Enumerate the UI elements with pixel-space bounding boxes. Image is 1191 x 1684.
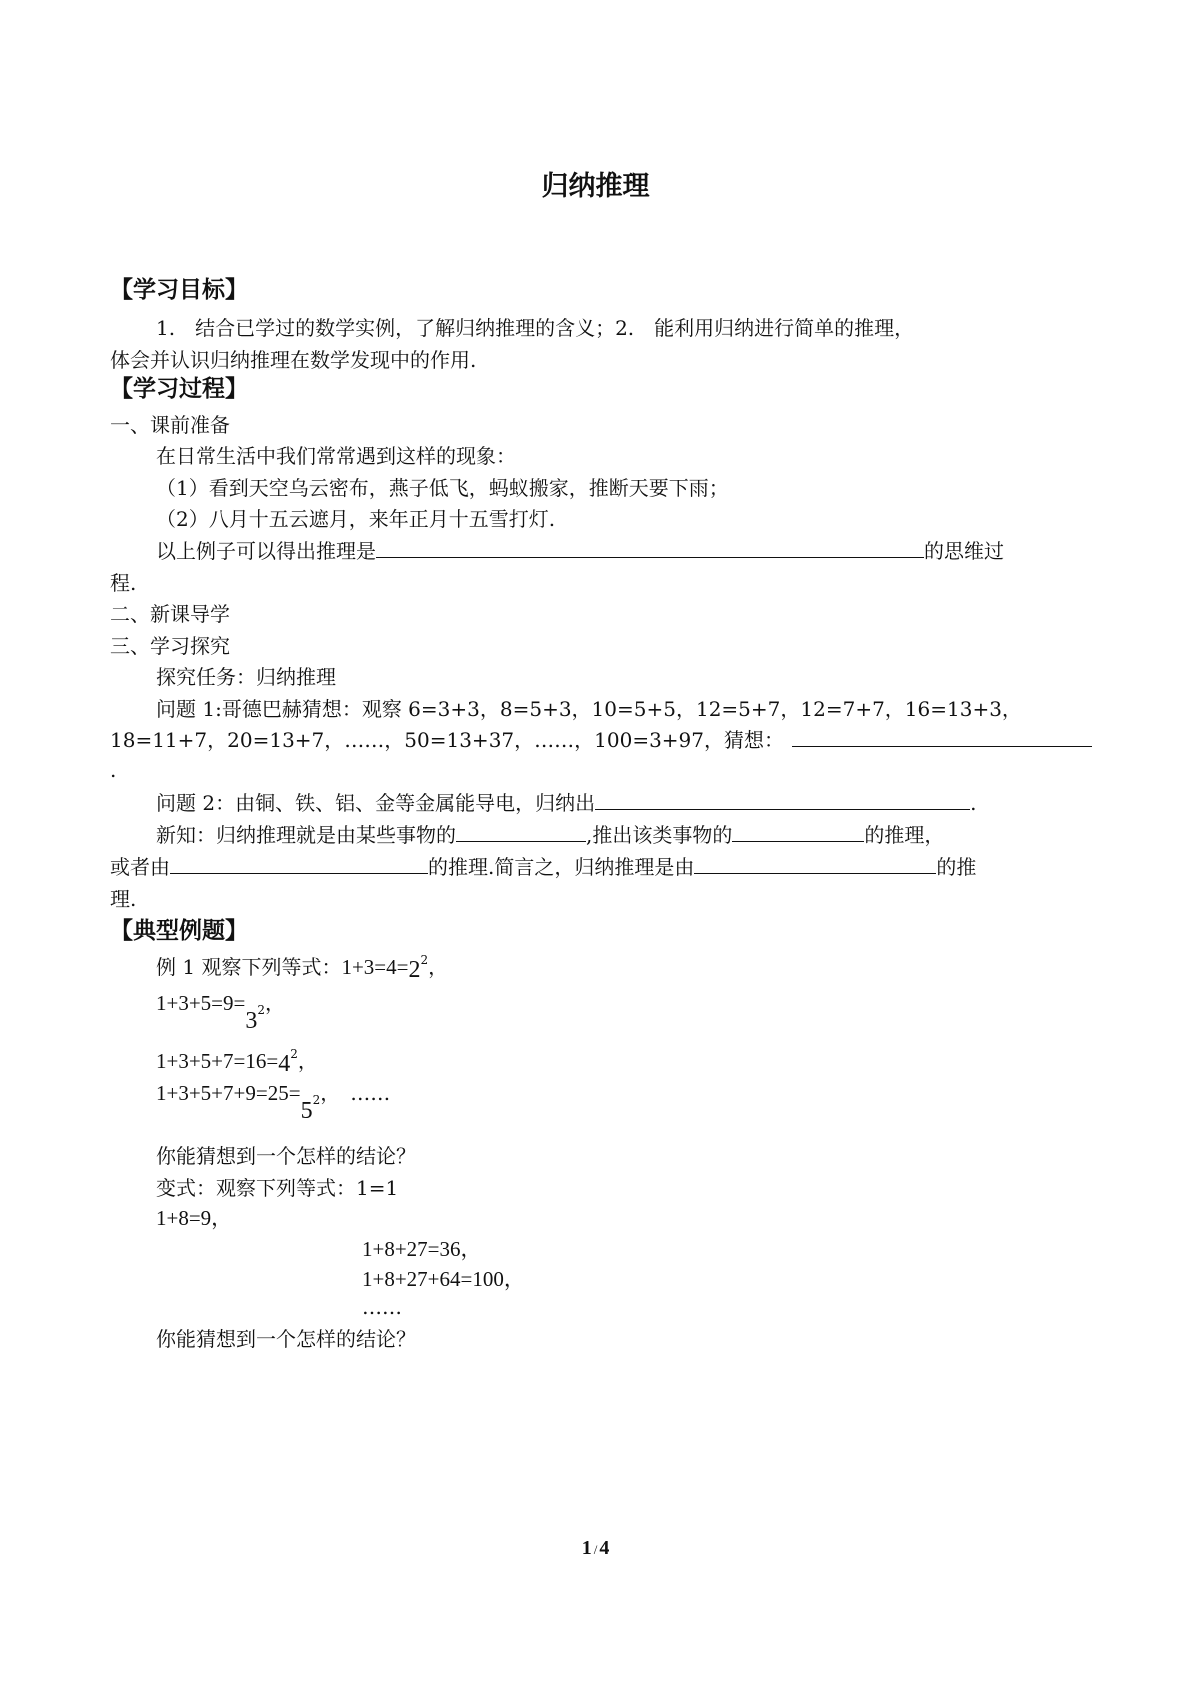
part2-heading: 二、新课导学 bbox=[110, 602, 230, 626]
variant-question: 你能猜想到一个怎样的结论？ bbox=[156, 1327, 416, 1351]
punctuation: ， bbox=[265, 991, 286, 1015]
power-base: 2 bbox=[408, 957, 421, 983]
objectives-line-2: 体会并认识归纳推理在数学发现中的作用. bbox=[110, 348, 477, 372]
power-base: 3 bbox=[245, 1008, 258, 1034]
answer-blank-individual-facts[interactable] bbox=[170, 855, 428, 874]
question-1-end: . bbox=[110, 758, 117, 782]
equation-text: 1+3+5+7=16= bbox=[156, 1049, 279, 1073]
nk-text-2: ,推出该类事物的 bbox=[586, 823, 733, 847]
fill-prefix: 以上例子可以得出推理是 bbox=[156, 539, 376, 563]
part3-task: 探究任务：归纳推理 bbox=[156, 665, 336, 689]
example-1-line-2 bbox=[156, 990, 286, 1034]
nk-text-5: 的推理.简言之，归纳推理是由 bbox=[428, 855, 695, 879]
question-1-line-2 bbox=[110, 727, 1092, 753]
equation-text: 1+3=4= bbox=[341, 955, 409, 979]
new-knowledge-line-2 bbox=[110, 854, 976, 880]
answer-blank-goldbach-conjecture[interactable] bbox=[792, 728, 1092, 747]
section-heading-process: 【学习过程】 bbox=[110, 376, 248, 402]
question-2-end: . bbox=[970, 791, 977, 815]
equation-text: 1+3+5+7+9=25= bbox=[156, 1081, 301, 1105]
part1-item-2: （2）八月十五云遮月，来年正月十五雪打灯. bbox=[156, 507, 556, 531]
nk-text-3: 的推理， bbox=[864, 823, 945, 847]
example-1-line-1 bbox=[156, 954, 448, 983]
power-exponent: 2 bbox=[257, 1003, 266, 1017]
equation-text: 1+3+5=9= bbox=[156, 991, 246, 1015]
question-2-text: 问题 2：由铜、铁、铝、金等金属能导电，归纳出 bbox=[156, 791, 596, 815]
variant-ellipsis: …… bbox=[362, 1295, 402, 1319]
example-1-label: 例 1 观察下列等式： bbox=[156, 955, 342, 979]
part1-intro: 在日常生活中我们常常遇到这样的现象： bbox=[156, 444, 516, 468]
part3-heading: 三、学习探究 bbox=[110, 634, 230, 658]
power-exponent: 2 bbox=[420, 953, 429, 967]
example-1-line-3 bbox=[156, 1048, 318, 1077]
objectives-line-1: 1. 结合已学过的数学实例，了解归纳推理的含义；2. 能利用归纳进行简单的推理， bbox=[156, 316, 915, 340]
question-1-line-1: 问题 1:哥德巴赫猜想：观察 6=3+3，8=5+3，10=5+5，12=5+7，12=7+7，16=13+3， bbox=[156, 697, 1022, 721]
punctuation: ， bbox=[297, 1049, 318, 1073]
answer-blank-summary[interactable] bbox=[694, 855, 936, 874]
new-knowledge-line-1 bbox=[156, 822, 944, 848]
page-title: 归纳推理 bbox=[541, 171, 650, 202]
part1-heading: 一、课前准备 bbox=[110, 413, 230, 437]
power-base: 4 bbox=[278, 1051, 291, 1077]
example-1-question: 你能猜想到一个怎样的结论？ bbox=[156, 1144, 416, 1168]
question-2-line bbox=[156, 790, 976, 816]
nk-text-4: 或者由 bbox=[110, 855, 170, 879]
power-base: 5 bbox=[300, 1098, 313, 1124]
answer-blank-metals-conduct[interactable] bbox=[595, 791, 970, 810]
part1-fill-line bbox=[156, 538, 1004, 564]
current-page: 1 bbox=[581, 1537, 592, 1559]
power-exponent: 2 bbox=[290, 1047, 298, 1061]
power-exponent: 2 bbox=[312, 1093, 321, 1107]
variant-equation-3: 1+8+27+64=100， bbox=[362, 1267, 525, 1291]
part1-fill-wrap: 程. bbox=[110, 571, 137, 595]
answer-blank-partial-objects[interactable] bbox=[456, 823, 586, 842]
punctuation: ， bbox=[428, 955, 449, 979]
variant-label: 变式：观察下列等式：1=1 bbox=[156, 1176, 399, 1200]
example-1-line-4 bbox=[156, 1080, 391, 1124]
new-knowledge-line-3: 理. bbox=[110, 887, 137, 911]
variant-equation-1: 1+8=9， bbox=[156, 1206, 233, 1230]
answer-blank-reasoning-process[interactable] bbox=[376, 539, 924, 558]
section-heading-objectives: 【学习目标】 bbox=[110, 277, 248, 303]
answer-blank-all-objects[interactable] bbox=[732, 823, 864, 842]
page-number bbox=[0, 1537, 1191, 1560]
question-1-text: 18=11+7，20=13+7，……，50=13+37，……，100=3+97，猜想： bbox=[110, 728, 785, 752]
punctuation: ， …… bbox=[320, 1081, 391, 1105]
total-pages: 4 bbox=[599, 1537, 610, 1559]
section-heading-examples: 【典型例题】 bbox=[110, 918, 248, 944]
page-separator: / bbox=[593, 1542, 598, 1557]
nk-text-1: 新知：归纳推理就是由某些事物的 bbox=[156, 823, 456, 847]
variant-equation-2: 1+8+27=36， bbox=[362, 1237, 482, 1261]
nk-text-6: 的推 bbox=[936, 855, 977, 879]
fill-suffix: 的思维过 bbox=[924, 539, 1004, 563]
part1-item-1: （1）看到天空乌云密布，燕子低飞，蚂蚁搬家，推断天要下雨； bbox=[156, 476, 729, 500]
